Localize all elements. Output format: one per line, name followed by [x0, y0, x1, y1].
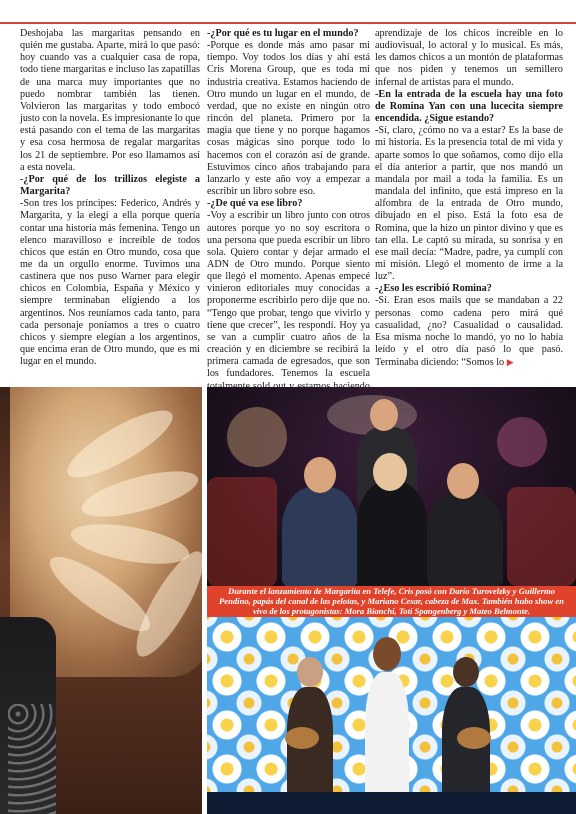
stage-floor — [207, 792, 576, 814]
question-lugar-en-el-mundo: -¿Por qué es tu lugar en el mundo? — [207, 28, 359, 39]
answer-romina-escribio-text: -Sí. Eran esos mails que se mandaban a 22 personas como cadena pero mirá qué casualidad, ¿no? Casualidad o causalidad. Esa misma noche lo mandó, yo no lo había leído y el otro día pasó lo que pasó. Terminaba diciendo: “Somos lo — [375, 295, 563, 369]
question-libro: -¿De qué va ese libro? — [207, 198, 303, 210]
continue-arrow-icon: ▶ — [506, 357, 514, 368]
person-left — [282, 487, 358, 586]
sparkle-texture — [8, 704, 56, 814]
person-center — [357, 482, 427, 586]
bokeh-light — [497, 417, 547, 467]
photo-caption: Durante el lanzamiento de Margarita en Telefe, Cris posó con Darío Turovelzky y Guillermo Pendino, papás del canal de las pelotas, y Mariano Cesar, cabeza de Max. También hubo show en vivo de los protagonistas: Mora Bianchi, Toti Spangenberg y Mateo Belmonte. — [207, 586, 576, 617]
answer-romina-escribio — [375, 295, 563, 369]
guitar-icon — [457, 727, 491, 749]
bokeh-light — [507, 487, 576, 586]
question-romina-escribio: -¿Eso les escribió Romina? — [375, 283, 492, 295]
answer-trillizos: -Son tres los príncipes: Federico, Andrés y Margarita, y la elegí a ella porque quería contar una historia más femenina. Tengo un elenco maravilloso e increíble de todos chicos que están en Otro mundo, cosa que me da un orgullo enorme. Tuvimos una castinera que nos puso Warner para elegir chicos en Colombia, España y México y siempre terminaban eligiendo a los argentinos. Nos reuníamos cada tanto, para cada personaje poníamos a tres o cuatro chicos y siempre elegían a los argentinos, que encima eran de Otro mundo, que es mi lugar en el mundo. — [20, 198, 200, 368]
person-right — [427, 492, 503, 586]
guitar-icon — [285, 727, 319, 749]
person-head — [370, 399, 398, 431]
article-column-3 — [375, 28, 563, 369]
live-show-photo — [207, 617, 576, 814]
article-column-1 — [20, 28, 200, 368]
singer-center — [365, 672, 409, 800]
question-romina-yan: -En la entrada de la escuela hay una foto de Romina Yan con una lucecita siempre encendida. ¿Sigue estando? — [375, 88, 563, 125]
performer-photo — [0, 387, 202, 814]
person-head — [304, 457, 336, 493]
bokeh-light — [207, 477, 277, 586]
top-red-rule — [0, 22, 576, 24]
person-head — [373, 453, 407, 491]
answer-lugar-en-el-mundo: -Porque es donde más amo pasar mi tiempo. Voy todos los días y ahí está Cris Morena Group, que es toda mi industria creativa. Estamos haciendo de Otro mundo un lugar en el mundo, de verdad, que no existe en ningún otro rincón del planeta. Primero por la magia que tiene y no porque hagamos cosas mágicas sino porque todo lo hacemos con el corazón así de grande. Estuvimos cinco años trabajando para lanzarlo y este año voy a empezar a escribir un libro sobre eso. — [207, 40, 370, 198]
bokeh-light — [227, 407, 287, 467]
column-3-paragraph: aprendizaje de los chicos increíble en lo audiovisual, lo actoral y lo musical. Es más, les damos chicos a un montón de plataformas que nos piden y tenemos un semillero infernal de artistas para el mundo. — [375, 28, 563, 88]
answer-romina-yan: -Sí, claro, ¿cómo no va a estar? Es la base de mi historia. Es la presencia total de mi vida y aparte somos lo que soñamos, como dijo ella el día anterior a partir, que nos mandó un mandala por mail a toda la familia. Es un mandala del infinito, que está impreso en la alfombra de la entrada de Otro mundo, dibujado en el piso. Está la foto esa de Romina, que la hizo un pintor divino y que es tan ella. Le captó su mirada, su sonrisa y en ese mail decía: “Madre, padre, ya cumplí con mi misión. Llegó el momento de irme a la luz”. — [375, 125, 563, 283]
answer-libro: -Voy a escribir un libro junto con otros autores porque yo no soy escritora o una persona que pueda escribir un libro sola. Quiero contar y dejar armado el ADN de Otro mundo. Porque siento que llegó el momento. Apenas empecé vinieron editoriales muy conocidas a proponerme escribirlo pero dije que no. “Tengo que probar, tengo que vivirlo y tiene que crecer”, les respondí. Hoy ya se van a cumplir cuatro años de la creación y en diciembre se recibirá la primera camada de egresados, que son los fundadores. Tenemos la escuela — [207, 210, 370, 380]
article-column-2 — [207, 28, 370, 405]
musician-head — [297, 657, 323, 687]
singer-head — [373, 637, 401, 671]
column-1-intro: Deshojaba las margaritas pensando en quién me gustaba. Aparte, mirá lo que pasó: hoy cuando vas a cualquier casa de ropa, todo tiene margaritas e incluso las zapatillas de una marca muy importantes que no puedo nombrar también las tienen. Volvieron las margaritas y todo embocó justo con la novela. Es impresionante lo que está pasando con el tema de las margaritas y esa cosa hermosa de regalar margaritas los 21 de septiembre. Por eso llamamos así a esta novela. — [20, 28, 200, 173]
question-trillizos: -¿Por qué de los trillizos elegiste a Margarita? — [20, 173, 200, 198]
launch-event-photo — [207, 387, 576, 586]
person-head — [447, 463, 479, 499]
musician-head — [453, 657, 479, 687]
